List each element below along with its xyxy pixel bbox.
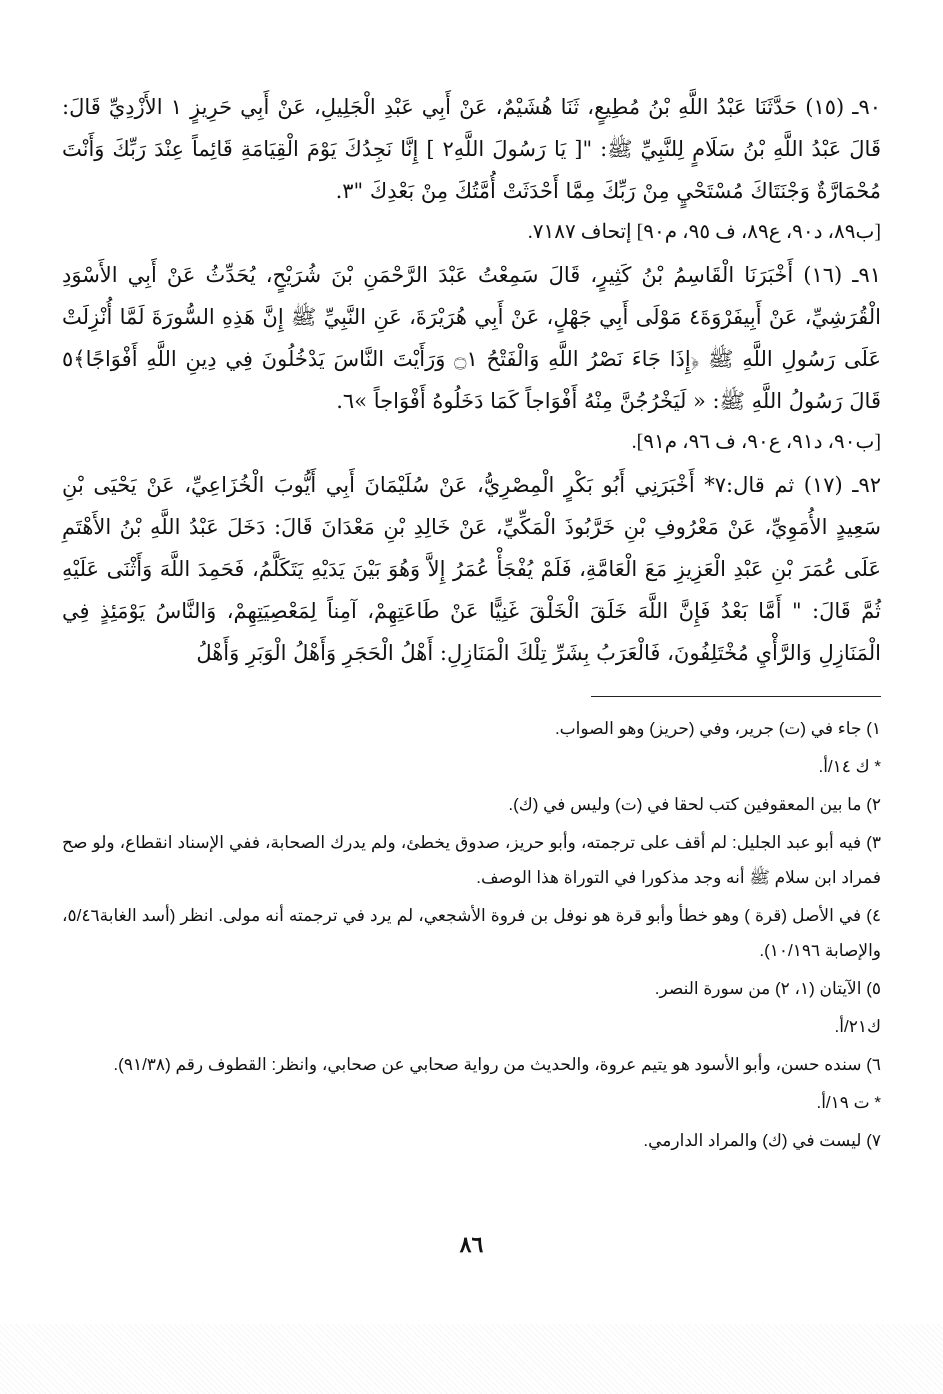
hadith-92: ٩٢ـ (١٧) ثم قال:٧* أَخْبَرَنِي أَبُو بَكْرٍ الْمِصْرِيُّ، عَنْ سُلَيْمَانَ أَبِي أَيُّوبَ الْخُزَاعِيِّ، عَنْ يَحْيَى بْنِ سَعِيدٍ الأُمَوِيِّ، عَنْ مَعْرُوفِ بْنِ خَرَّبُوذَ الْمَكِّيِّ، عَنْ خَالِدِ بْنِ مَعْدَانَ قَالَ: دَخَلَ عَبْدُ اللَّهِ بْنُ الأَهْتَمِ عَلَى عُمَرَ بْنِ عَبْدِ الْعَزِيزِ مَعَ الْعَامَّةِ، فَلَمْ يُفْجَأْ عُمَرُ إِلاَّ وَهُوَ بَيْنَ يَدَيْهِ يَتَكَلَّمُ، فَحَمِدَ اللَّهَ وَأَثْنَى عَلَيْهِ ثُمَّ قَالَ: " أَمَّا بَعْدُ فَإِنَّ اللَّهَ خَلَقَ الْخَلْقَ غَنِيًّا عَنْ طَاعَتِهِمْ، آمِناً لِمَعْصِيَتِهِمْ، وَالنَّاسُ يَوْمَئِذٍ فِي الْمَنَازِلِ وَالرَّأْيِ مُخْتَلِفُونَ، فَالْعَرَبُ بِشَرِّ تِلْكَ الْمَنَازِلِ: أَهْلُ الْحَجَرِ وَأَهْلُ الْوَبَرِ وَأَهْلُ	[62, 473, 881, 665]
footnote-3: ٣) فيه أبو عبد الجليل: لم أقف على ترجمته، وأبو حريز، صدوق يخطئ، ولم يدرك الصحابة، ففي الإسناد انقطاع، ولو صح فمراد ابن سلام ﷺ أنه وجد مذكورا في التوراة هذا الوصف.	[62, 833, 881, 887]
document-page	[62, 86, 881, 1161]
footnote-7: ٧) ليست في (ك) والمراد الدارمي.	[643, 1131, 881, 1150]
hadith-90: ٩٠ـ (١٥) حَدَّثَنَا عَبْدُ اللَّهِ بْنُ مُطِيعٍ، ثَنَا هُشَيْمٌ، عَنْ أَبِي عَبْدِ الْجَلِيلِ، عَنْ أَبِي حَرِيزٍ ١ الأَزْدِيِّ قَالَ: قَالَ عَبْدُ اللَّهِ بْنُ سَلَامٍ لِلنَّبِيِّ ﷺ: "[ يَا رَسُولَ اللَّهِ٢ ] إِنَّا نَجِدُكَ يَوْمَ الْقِيَامَةِ قَائِماً عِنْدَ رَبِّكَ وَأَنْتَ مُحْمَارَّةٌ وَجْنَتَاكَ مُسْتَحْيٍ مِنْ رَبِّكَ مِمَّا أَحْدَثَتْ أُمَّتُكَ مِنْ بَعْدِكَ "٣.	[62, 95, 881, 203]
hadith-91: ٩١ـ (١٦) أَخْبَرَنَا الْقَاسِمُ بْنُ كَثِيرٍ، قَالَ سَمِعْتُ عَبْدَ الرَّحْمَنِ بْنَ شُرَيْحٍ، يُحَدِّثُ عَنْ أَبِي الأَسْوَدِ الْقُرَشِيِّ، عَنْ أَبِيفَرْوَةَ٤ مَوْلَى أَبِي جَهْلٍ، عَنْ أَبِي هُرَيْرَةَ، عَنِ النَّبِيِّ ﷺ إِنَّ هَذِهِ السُّورَةَ لَمَّا أُنْزِلَتْ عَلَى رَسُولِ اللَّهِ ﷺ ﴿إِذَا جَاءَ نَصْرُ اللَّهِ وَالْفَتْحُ ۝١ وَرَأَيْتَ النَّاسَ يَدْخُلُونَ فِي دِينِ اللَّهِ أَفْوَاجًا﴾٥ قَالَ رَسُولُ اللَّهِ ﷺ: « لَيَخْرُجُنَّ مِنْهُ أَفْوَاجاً كَمَا دَخَلُوهُ أَفْوَاجاً »٦.	[62, 263, 881, 413]
footnote-divider	[591, 696, 881, 697]
footnotes	[62, 711, 881, 1158]
folio-marker: * ك ١٤/أ.	[818, 757, 881, 776]
footnote-4: ٤) في الأصل (قرة ) وهو خطأ وأبو قرة هو نوفل بن فروة الأشجعي، لم يرد في ترجمته أنه مولى. انظر (أسد الغابة٥/٤٦، والإصابة ١٠/١٩٦).	[62, 906, 881, 960]
hadith-91-references: [ب٩٠، د٩١، ع٩٠، ف ٩٦، م٩١].	[631, 431, 881, 453]
folio-marker: ك٢١/أ.	[834, 1017, 881, 1036]
hadith-90-references: [ب٨٩، د٩٠، ع٨٩، ف ٩٥، م٩٠] إتحاف ٧١٨٧.	[527, 221, 881, 243]
footnote-5: ٥) الآيتان (١، ٢) من سورة النصر.	[654, 979, 881, 998]
footnote-1: ١) جاء في (ت) جرير، وفي (حريز) وهو الصواب.	[554, 719, 881, 738]
folio-marker: * ت ١٩/أ.	[816, 1093, 881, 1112]
footnote-6: ٦) سنده حسن، وأبو الأسود هو يتيم عروة، والحديث من رواية صحابي عن صحابي، وانظر: القطوف رقم (٩١/٣٨).	[113, 1055, 881, 1074]
footnote-2: ٢) ما بين المعقوفين كتب لحقا في (ت) وليس في (ك).	[508, 795, 881, 814]
page-number: ٨٦	[459, 1232, 484, 1258]
scan-speckle	[0, 1324, 943, 1394]
